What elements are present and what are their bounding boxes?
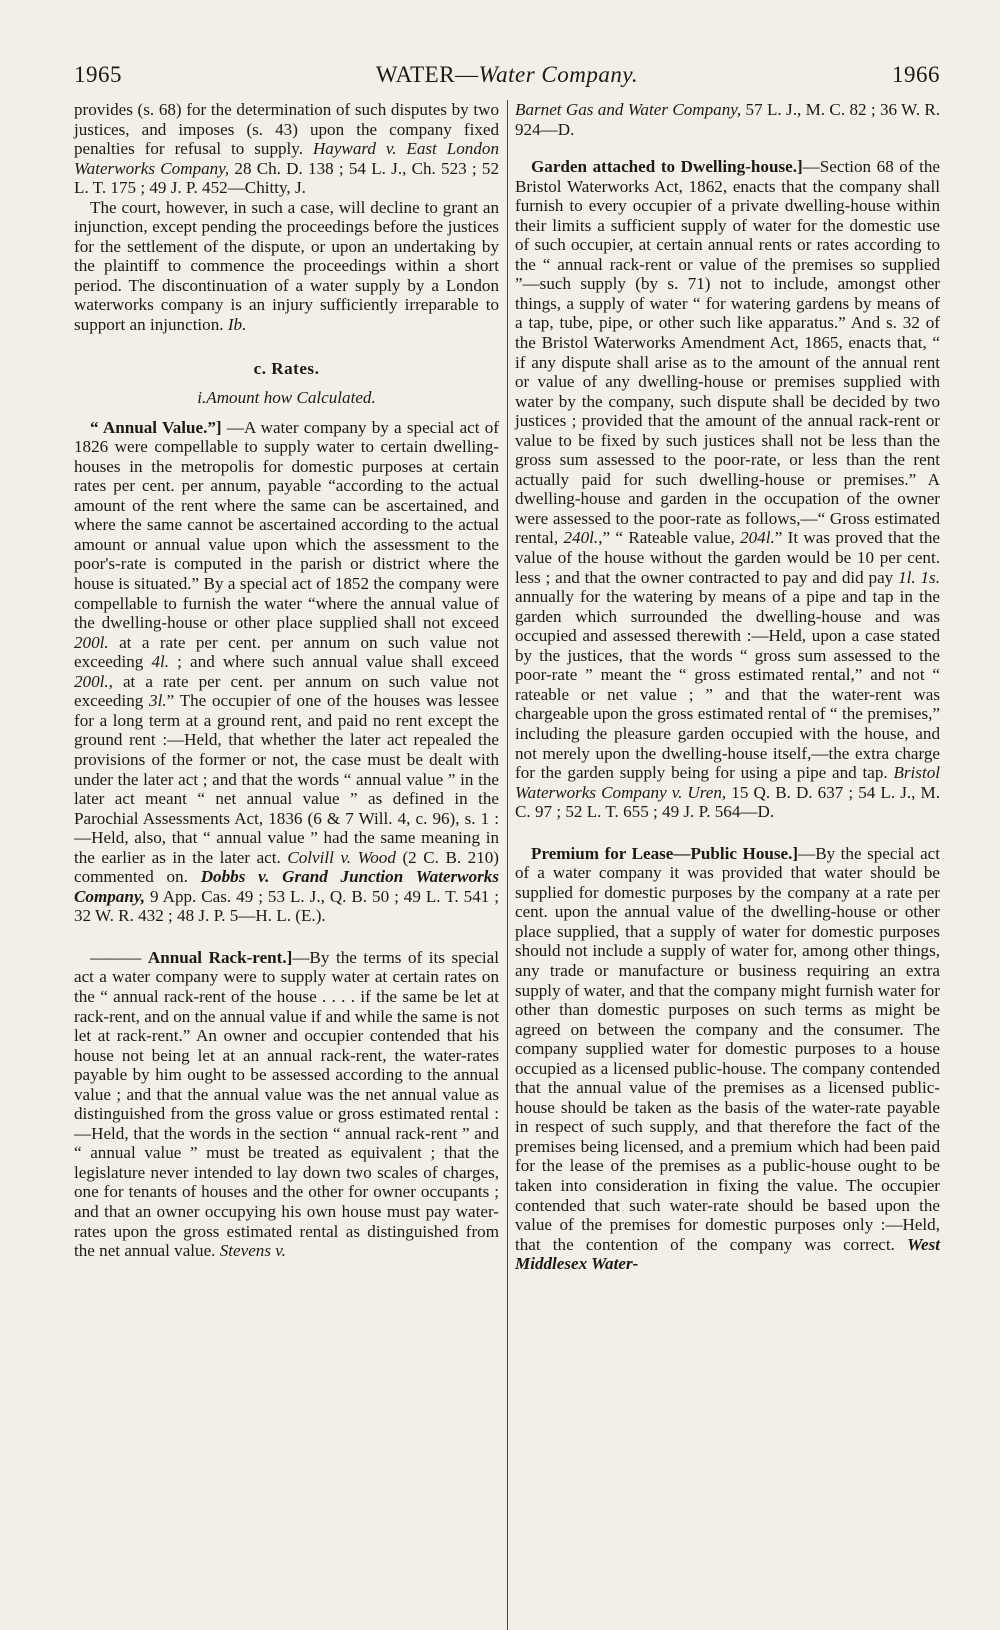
paragraph-text: annually for the watering by means of a pipe and tap in the garden which surrounded the dwelling-house and was occupied and assessed therewith :—Held, upon a case stated by the justices, that the words “ gross sum assessed to the poor-rate ” meant the “ gross estimated rental,” and not “ rateable or net value ; ” and that the water-rent was chargeable upon the gross estimated rental of “ the premises,” including the pleasure garden occupied with the house, and not merely upon the dwelling-house itself,—the extra charge for the garden supply being for using a pipe and tap. — [515, 587, 940, 783]
running-title-sub: Water Company. — [478, 62, 639, 87]
citation: 15 Q. B. D. 637 ; 54 L. J., M. C. 97 ; 52 L. T. 655 ; 49 J. P. 564—D. — [515, 782, 940, 822]
case-name: Bristol Waterworks Company v. Uren, — [515, 763, 940, 802]
paragraph-text: —By the special act of a water company it was provided that water should be supplied for domestic purposes by the company at a rate per cent. upon the annual value of the dwelling-house or other place supplied, that a supply of water for domestic purposes should not include a supply of water for, among other things, any trade or manufacture or business requiring an extra supply of water, and that the company might furnish water for other than domestic purposes on such terms as might be agreed on between the company and the consumer. The company supplied water for domestic purposes to a house occupied as a licensed public-house. The company contended that the annual value of the premises as a licensed public-house should be taken as the basis of the water-rate payable in respect of such supply, and that therefore the fact of the premises being licensed, and a premium which had been paid for the lease of the premises as a public-house ought to be taken into consideration in fixing the value. The occupier contended that such water-rate should be based upon the value of the premises for domestic purposes only :—Held, that the contention of the company was correct. — [515, 843, 940, 1254]
citation: 28 Ch. D. 138 ; 54 L. J., Ch. 523 ; 52 L. T. 175 ; 49 J. P. 452—Chitty, J. — [74, 158, 500, 198]
paragraph-text: , at a rate per cent. per annum on such value not exceeding — [74, 671, 499, 711]
running-title-separator: — — [455, 62, 479, 87]
case-reference: Ib. — [227, 315, 247, 335]
paragraph-text: at a rate per cent. per annum on such value not exceeding — [74, 632, 499, 672]
paragraph-continued — [515, 100, 940, 139]
citation: 9 App. Cas. 49 ; 53 L. J., Q. B. 50 ; 49 L. T. 541 ; 32 W. R. 432 ; 48 J. P. 5—H. L. (E.). — [74, 886, 499, 926]
paragraph-text: (2 C. B. 210) commented on. — [74, 847, 500, 887]
paragraph-text: —Section 68 of the Bristol Waterworks Act, 1862, enacts that the company shall furnish to every occupier of a private dwelling-house within their limits a sufficient supply of water for the domestic use of such occupier, at certain annual rents or rates according to the “ annual rack-rent or value of the premises so supplied ”—such supply (by s. 71) not to include, amongst other things, a supply of water “ for watering gardens by means of a tap, tube, pipe, or other such like apparatus.” And s. 32 of the Bristol Waterworks Amendment Act, 1865, enacts that, “ if any dispute shall arise as to the amount of the annual rent or value of any dwelling-house or premises supplied with water by the company, such dispute shall be decided by two justices ; provided that the amount of the annual rack-rent or value to be fixed by such justices shall not be less than the gross sum assessed to the poor-rate, or less than the rent actually paid for such dwelling-house or premises.” A dwelling-house and garden in the occupation of the owner were assessed to the poor-rate as follows,—“ Gross estimated rental, — [515, 157, 941, 548]
right-column — [515, 100, 940, 1274]
page-header — [74, 54, 940, 100]
left-column — [74, 100, 499, 1274]
paragraph-continued — [74, 100, 499, 198]
paragraph-text: ” The occupier of one of the houses was lessee for a long term at a ground rent, and paid no rent except the ground rent :—Held, that whether the later act repealed the provisions of the former or not, the case must be dealt with under the later act ; and that the words “ annual value ” in the later act meant “ net annual value ” as defined in the Parochial Assessments Act, 1836 (6 & 7 Will. 4, c. 96), s. 1 :—Held, also, that “ annual value ” had the same meaning in the earlier as in the later act. — [74, 691, 499, 867]
paragraph-lead: “ Annual Value.”] — [90, 417, 222, 437]
paragraph-text: ” It was proved that the value of the house without the garden would be 10 per cent. less ; and that the owner contracted to pay and did pay — [515, 528, 940, 587]
amount: 204l. — [740, 528, 775, 548]
case-name: Colvill v. Wood — [287, 847, 396, 867]
case-name: Hayward v. East London Waterworks Company, — [74, 139, 499, 178]
spacer — [515, 822, 940, 844]
running-title — [74, 62, 940, 88]
paragraph-lead: Premium for Lease—Public House.] — [531, 843, 799, 863]
paragraph-lead: Garden attached to Dwelling-house.] — [531, 157, 803, 177]
paragraph-lead: Annual Rack-rent.] — [147, 947, 293, 967]
spacer — [74, 926, 499, 948]
paragraph-text: The court, however, in such a case, will decline to grant an injunction, except pending the proceedings before the justices for the settlement of the dispute, or upon an undertaking by the plaintiff to commence the proceedings within a short period. The discontinuation of a water supply by a London waterworks company is an injury sufficiently irreparable to support an injunction. — [74, 197, 499, 335]
amount: 4l. — [151, 652, 170, 672]
paragraph-text: —A water company by a special act of 1826 were compellable to supply water to certain dwelling-houses in the metropolis for domestic purposes at certain rates per cent. per annum, payable “according to the actual amount of the rent where the same can be ascertained, and where the same cannot be ascertained according to the actual amount or annual value upon which the assessment to the poor's-rate is computed in the parish or district where the house is situated.” By a special act of 1852 the company were compellable to furnish the water “where the annual value of the dwelling-house or other place supplied shall not exceed — [74, 417, 499, 633]
paragraph-text: ; and where such annual value shall exceed — [169, 652, 500, 672]
amount: 3l. — [149, 691, 167, 711]
subsection-title: Amount how Calculated. — [206, 388, 376, 408]
case-name: Barnet Gas and Water Company, — [515, 100, 742, 119]
paragraph-garden — [515, 157, 940, 822]
repeat-dash: ——— — [90, 947, 142, 967]
paragraph-annual-rack-rent — [74, 948, 499, 1261]
paragraph-text: —By the terms of its special act a water company were to supply water at certain rates on the “ annual rack-rent of the house . . . . if the same be let at rack-rent, and on the annual value if and while the same is not let at rack-rent.” An owner and occupier contended that his house not being let at an annual rack-rent, the water-rates payable by him ought to be assessed according to the annual value ; and that the annual value was the net annual value as distinguished from the gross value or gross estimated rental :—Held, that the words in the section “ annual rack-rent ” and “ annual value ” must be treated as equivalent ; that the legislature never intended to lay down two scales of charges, one for tenants of houses and the other for owner occupants ; and that an owner occupying his own house must pay water-rates upon the gross estimated rental as distinguished from the net annual value. — [74, 947, 499, 1261]
paragraph-injunction — [74, 198, 499, 335]
column-divider — [507, 100, 508, 1630]
case-name: Dobbs v. Grand Junction Waterworks Company, — [74, 867, 499, 906]
case-name: West Middlesex Water- — [515, 1234, 940, 1274]
running-title-main: WATER — [375, 62, 456, 87]
page-number-left: 1965 — [74, 62, 122, 87]
text-columns — [74, 100, 940, 1274]
amount: 200l. — [74, 671, 109, 691]
paragraph-annual-value — [74, 418, 499, 926]
paragraph-text: ,” “ Rateable value, — [598, 528, 741, 548]
amount: 200l. — [74, 632, 109, 652]
citation: 57 L. J., M. C. 82 ; 36 W. R. 924—D. — [515, 100, 941, 139]
amount: 240l. — [563, 528, 599, 548]
case-name: Stevens v. — [219, 1241, 286, 1261]
paragraph-text: provides (s. 68) for the determination of such disputes by two justices, and imposes (s. 43) upon the company fixed penalties for refusal to supply. — [74, 100, 499, 159]
paragraph-premium-lease — [515, 844, 940, 1274]
amount: 1l. 1s. — [898, 567, 940, 587]
subsection-heading — [74, 388, 499, 408]
section-heading-rates: c. Rates. — [253, 358, 320, 378]
page-number-right: 1966 — [892, 62, 940, 87]
subsection-number: i. — [197, 388, 207, 408]
spacer — [515, 139, 940, 157]
